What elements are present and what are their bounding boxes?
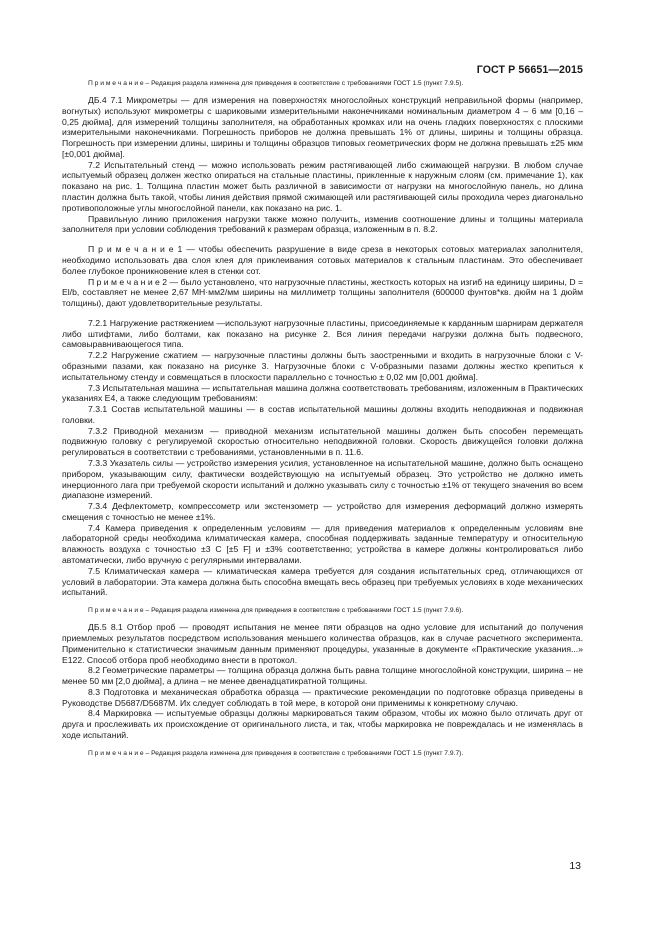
para-8-2-geometry: 8.2 Геометрические параметры — толщина образца должна быть равна толщине многослойной конструкции, ширина – не менее 50 мм [2,0 дюйма], а длина – не менее двенадцатикратной толщины.: [62, 665, 583, 687]
para-7-4-conditioning-chamber: 7.4 Камера приведения к определенным условиям — для приведения материалов к определенным условиям вне лабораторной среды необходима климатическая камера, способная поддерживать заданные температуру и относительную влажность воздуха с точностью ±3 С [±5 F] и ±3% соответственно; устройства в камере должны контролироваться либо автоматически, либо вручную с регулярными интервалами.: [62, 522, 583, 566]
para-7-3-1-machine-composition: 7.3.1 Состав испытательной машины — в состав испытательной машины должны входить неподвижная и подвижная головки.: [62, 404, 583, 425]
para-7-5-climate-chamber: 7.5 Климатическая камера — климатическая камера требуется для создания испытательных сред, отличающихся от условий в лаборатории. Эта камера должна быть способна вмещать весь образец при требуемых условиях в ходе механических испытаний.: [62, 565, 583, 598]
para-7-3-3-force-indicator: 7.3.3 Указатель силы — устройство измерения усилия, установленное на испытательной машине, должно быть оснащено прибором, указывающим силу, фактически воздействующую на испытуемый образец. Это устройство не должно иметь инерционного лага при требуемой скорости испытаний и должно указывать силу с точностью ±1% от текущего значения во всем диапазоне измерений.: [62, 458, 583, 501]
para-db4-7-1-micrometers: ДБ.4 7.1 Микрометры — для измерения на поверхностях многослойных конструкций неправильной формы (например, вогнутых) используют микрометры с шариковыми измерительными наконечниками номинальным диаметром 4 – 6 мм [0,16 – 0,25 дюйма], для измерений толщины заполнителя, на обработанных кромках или на очень гладких поверхностях с плоскими измерительными наконечниками. Погрешность приборов не должна превышать 1% от длины, ширины и толщины образца. Погрешность при измерении длины, ширины и толщины образцов типовых геометрических форм не должна превышать ±25 мкм [±0,001 дюйма].: [62, 95, 583, 159]
standard-header: ГОСТ Р 56651—2015: [476, 64, 583, 76]
note-revision-1: П р и м е ч а н и е – Редакция раздела изменена для приведения в соответствие с требованиями ГОСТ 1.5 (пункт 7.9.5).: [88, 80, 464, 87]
para-7-2-1-tension: 7.2.1 Нагружение растяжением —используют нагрузочные пластины, присоединяемые к карданным шарнирам держателя либо штифтами, либо болтами, как показано на рисунке 2. Вся линия передачи нагрузки должна быть подвесного, самовыравнивающегося типа.: [62, 317, 583, 350]
para-7-3-2-drive-mechanism: 7.3.2 Приводной механизм — приводной механизм испытательной машины должен быть способен перемещать подвижную головку с регулируемой скоростью относительно неподвижной головки. Скорость движущейся головки должна регулироваться в соответствии с требованиями, установленными в п. 11.6.: [62, 425, 583, 458]
para-db5-8-1-sampling: ДБ.5 8.1 Отбор проб — проводят испытания не менее пяти образцов на одно условие для испытаний до получения приемлемых результатов посредством использования меньшего количества образцов, как в случае расчетного эксперимента. Применительно к статистически значимым данным применяют процедуры, указанные в документе «Практические указания...» E122. Способ отбора проб необходимо внести в протокол.: [62, 622, 583, 665]
para-8-3-preparation: 8.3 Подготовка и механическая обработка образца — практические рекомендации по подготовке образца приведены в Руководстве D5687/D5687M. Их следует соблюдать в той мере, в которой они применимы к конкретному случаю.: [62, 686, 583, 708]
para-7-2-2-compression: 7.2.2 Нагружение сжатием — нагрузочные пластины должны быть заостренными и входить в нагрузочные блоки с V-образными пазами, как показано на рисунке 3. Нагрузочные блоки с V-образными пазами должны жестко крепиться к испытательному стенду и совмещаться в плоскости параллельно с точностью ± 0,02 мм [0,001 дюйма].: [62, 350, 583, 382]
para-8-4-marking: 8.4 Маркировка — испытуемые образцы должны маркироваться таким образом, чтобы их можно было отличать друг от друга и прослеживать их происхождение от оригинального листа, и так, чтобы маркировка не повреждалась и не изменялась в ходе испытаний.: [62, 708, 583, 740]
note-2-load-plates: П р и м е ч а н и е 2 — было установлено, что нагрузочные пластины, жесткость которых на изгиб на единицу ширины, D = El/b, составляет не менее 2,67 МН·мм2/мм ширины на миллиметр толщины заполнителя (600000 фунтов*кв. дюйм на 1 дюйм толщины), дают удовлетворительные результаты.: [62, 276, 583, 309]
note-revision-2: П р и м е ч а н и е – Редакция раздела изменена для приведения в соответствие с требованиями ГОСТ 1.5 (пункт 7.9.6).: [88, 607, 464, 615]
para-7-2-test-fixture: 7.2 Испытательный стенд — можно использовать режим растягивающей либо сжимающей нагрузки. В любом случае испытуемый образец должен жестко опираться на стальные пластины, прикленные к наружным слоям (см. примечание 1), как показано на рис. 1. Толщина пластин может быть различной в зависимости от нагрузки на многослойную панель, но длина пластин должна быть такой, чтобы линия действия прямой сжимающей или растягивающей силы проходила через диагонально противоположные углы многослойной панели, как показано на рис. 1.: [62, 159, 583, 213]
para-7-3-4-deflectometer: 7.3.4 Дефлектометр, компрессометр или экстензометр — устройство для измерения деформаций должно измерять смещения с точностью не менее ±1%.: [62, 501, 583, 522]
page-number: 13: [569, 860, 581, 872]
para-7-3-testing-machine: 7.3 Испытательная машина — испытательная машина должна соответствовать требованиям, изложенным в Практических указаниях E4, а также следующим требованиям:: [62, 382, 583, 404]
note-revision-3: П р и м е ч а н и е – Редакция раздела изменена для приведения в соответствие с требованиями ГОСТ 1.5 (пункт 7.9.7).: [88, 749, 464, 757]
para-load-line: Правильную линию приложения нагрузки также можно получить, изменив соотношение длины и толщины материала заполнителя при условии соблюдения требований к размерам образца, изложенным в п. 8.2.: [62, 213, 583, 235]
note-1-adhesive: П р и м е ч а н и е 1 — чтобы обеспечить разрушение в виде среза в некоторых сотовых материалах заполнителя, необходимо использовать два слоя клея для приклеивания сотовых материалов к стальным пластинам. Это обеспечивает более глубокое проникновение клея в стенки сот.: [62, 244, 583, 276]
page-body: [62, 79, 583, 759]
